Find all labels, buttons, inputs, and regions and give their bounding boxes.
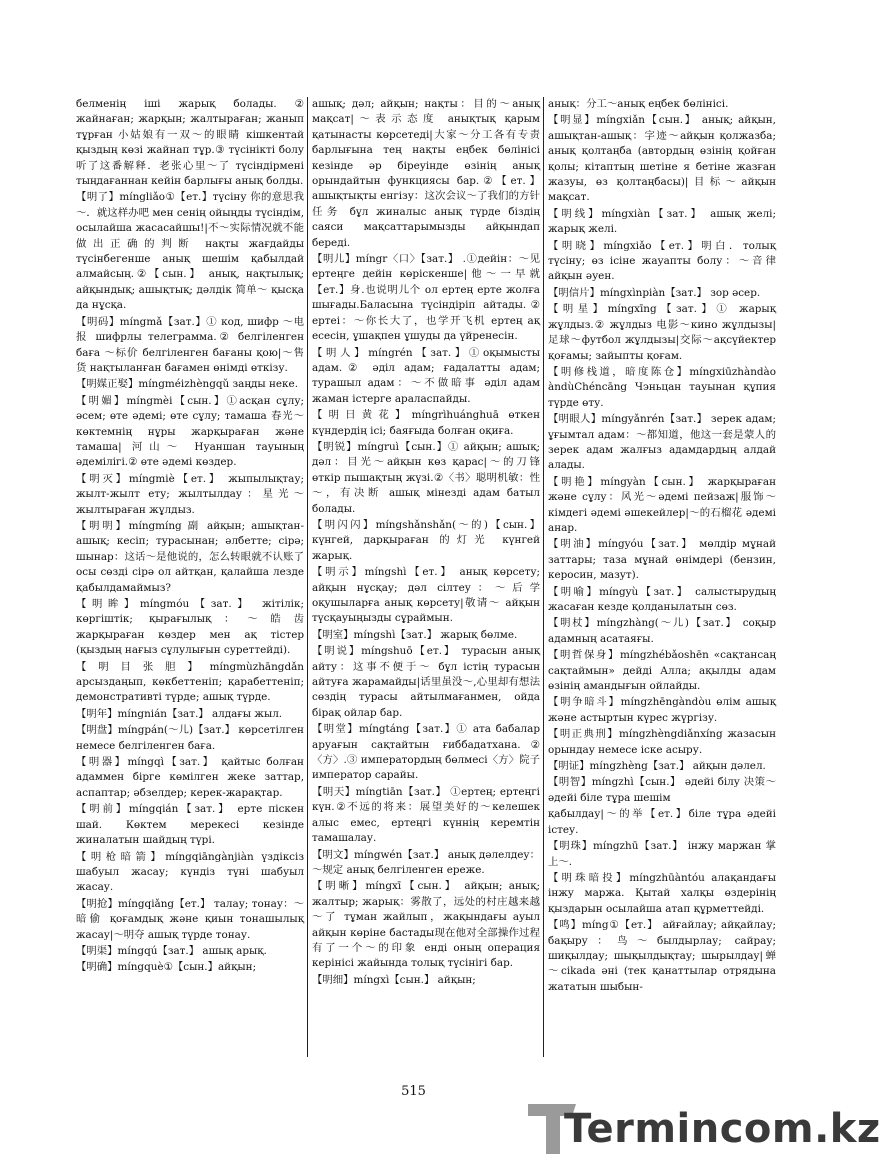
dictionary-entry: 【明智】míngzhì【сын.】 әдейі білу 决策～әдейі біле тұра шешім — [548, 776, 776, 804]
dictionary-entry: 【明说】míngshuō【ет.】 турасын анық айту：这事不便于～ бұл істің турасын айтуға жарамайды|话里虽没～,心里却有想法 сөздің турасы айтылмағанмен, ойда бірақ ойлар бар. — [312, 645, 540, 719]
dictionary-entry: 【明明】míngmíng 副 айқын; ашықтан-ашық; кесіп; турасынан; әлбетте; сірә; шынар：这话～是他说的，怎么转眼就不认账了 осы сөзді сірә ол айтқан, қалайша лезде қабылдамаймыз? — [76, 519, 304, 594]
dictionary-entry: 【明争暗斗】míngzhēngàndòu өлім ашық және астыртын күрес жүргізу. — [548, 696, 776, 724]
dictionary-entry: 【明媚】míngmèi【сын.】①асқан сұлу; әсем; өте әдемі; өте сұлу; тамаша 春光～көктемнің нұры жарқыраған және тамаша| 河山～ Нуаншан тауының әдемілігі.② өте әдемі көздер. — [76, 394, 304, 469]
dictionary-entry: 【明正典刑】míngzhèngdiǎnxíng жазасын орындау немесе іске асыру. — [548, 728, 776, 756]
dictionary-entry: 【明哲保身】míngzhébǎoshēn «сақтансаң сақтаймын» дейді Алла; ақылды адам өзінің амандығын ойлайды. — [548, 649, 776, 693]
dictionary-entry: 【明抢】míngqiǎng【ет.】 талау; тонау：～暗偷 қоғамдық және қиын тонашылық жасау|～明夺 ашық түрде тонау. — [76, 897, 304, 941]
dictionary-entry: 【明杖】míngzhàng(～儿)【зат.】 соқыр адамның асатаяғы. — [548, 617, 776, 645]
column-right — [548, 97, 776, 1057]
dictionary-entry: 【明细】míngxì【сын.】 айқын; — [312, 973, 476, 986]
termincom-logo — [520, 1096, 881, 1160]
logo-wordmark: Termincom.kz — [564, 1106, 881, 1152]
column-middle — [312, 97, 540, 1057]
dictionary-entry: 【明晰】míngxī【сын.】 айқын; анық; жалтыр; жарық：雾散了，远处的村庄越来越～了 тұман жайлып，жақындағы ауыл айқын көріне бастады现在他对全部操作过程有了一个～的印象 енді оның операция керінісі жайында толық түсінігі бар. — [312, 880, 540, 970]
dictionary-entry: 【明艳】míngyàn【сын.】 жарқыраған және сұлу：风光～әдемі пейзаж|服饰～ кімдегі әдемі әшекейлер|～的石榴花 әдемі анар. — [548, 475, 776, 534]
dictionary-entry: 【鸣】míng①【ет.】 айғайлау; айқайлау; бақыру：鸟～былдырлау; сайрау; шиқылдау; шықылдықтау; шырылдау|蝉～cikada әні (тек қанаттылар отрядына жататын шыбын- — [548, 919, 776, 993]
dictionary-entry: 【明星】míngxīng【зат.】① жарық жұлдыз.② жұлдыз 电影～кино жұлдызы|足球～футбол жұлдызы|交际～ақсүйектер қоғамы; зайыпты қоғам. — [548, 303, 776, 362]
dictionary-entry: 【明确】míngquè①【сын.】айқын; — [76, 961, 257, 974]
dictionary-entry: белменің ішi жарық болады. ② жайнаған; жарқын; жалтыраған; жанып тұрған 小姑娘有一双～的眼睛 кішкентай қыздың көзі жайнап тұр.③ түсінікті болу 听了这番解释．老张心里～了 түсіндірмені тыңдағаннан кейін барлығы анық болды. — [76, 98, 304, 188]
dictionary-entry: 【明年】míngnián【зат.】 алдағы жыл. — [76, 707, 283, 720]
dictionary-entry: 【明码】míngmǎ【зат.】① код, шифр ～电报 шифрлы телеграмма.② белгіленген баға ～标价 белгіленген бағаны қою|～售货 нақтыланған бағамен өнімді өткізу. — [76, 315, 304, 374]
dictionary-entry: 【明信片】míngxìnpiàn【зат.】 зор әсер. — [548, 286, 761, 299]
dictionary-entry: 【明眸】míngmóu【зат.】 жітілік; көргіштік; қырағылық：～皓齿 жарқыраған көздер мен ақ тістер (қыздың нағыз сұлулығын суреттейді). — [76, 598, 304, 657]
dictionary-entry: 【明堂】míngtáng【зат.】① ата бабалар аруағын сақтайтын ғиббадатхана.②〈方〉.③ императордың бөлмесі〈方〉院子 император сарайы. — [312, 723, 540, 782]
dictionary-entry: 【明珠】míngzhū【зат.】 інжу маржан 掌上～. — [548, 840, 776, 868]
dictionary-entry: ашық; дәл; айқын; нақты：目的～анық мақсат|～表示态度 анықтық қарым қатынасты көрсетеді|大家～分工各有专责 барлығына тең нақты еңбек бөлінісі кезінде әр біреуінде өзінің анық орындайтын функциясы бар.②【ет.】 ашықтықты енгізу：这次会议～了我们的方针任务 бұл жиналыс анық түрде біздің саяси мақсаттарымызды айқындап береді. — [312, 98, 540, 249]
dictionary-entry: 【明天】míngtiān【зат.】 ①ертең; ертеңгі күн.②不远的将来：展望美好的～келешек алыс емес, ертеңгі күннің керемтін тамашалау. — [312, 785, 540, 845]
dictionary-entry: 【明灭】míngmiè【ет.】 жыпылықтау; жылт-жылт ету; жылтылдау：星光～жылтыраған жұлдыз. — [76, 472, 304, 516]
dictionary-entry: 【明锐】míngruì【сын.】① айқын; ашық; дәл：目光～айқын көз қарас|～的刀锋 өткір пышақтың жүзі.②〈书〉聪明机敏：性～，有决断 ашық мінезді адам батыл болады. — [312, 440, 540, 515]
column-left — [76, 97, 304, 1057]
dictionary-entry: 【明油】míngyóu【зат.】 мөлдір мұнай заттары; таза мұнай өнімдері (бензин, керосин, мазут). — [548, 538, 776, 582]
logo-t-stem — [546, 1104, 560, 1154]
dictionary-entry: 【明渠】míngqú【зат.】 ашық арық. — [76, 944, 267, 957]
dictionary-entry: 【明媒正娶】míngméizhèngqǔ заңды неке. — [76, 378, 299, 391]
dictionary-entry: 【明枪暗箭】míngqiāngànjiàn үздіксіз шабуыл жасау; күндіз түні шабуыл жасау. — [76, 850, 304, 894]
dictionary-entry: 【明前】míngqián【зат.】 ерте піскен шай. Көктем мерекесі кезінде жиналатын шайдың түрі. — [76, 803, 304, 847]
dictionary-entry: 【明喻】míngyù【зат.】 салыстырудың жасаған кезде қолданылатын сөз. — [548, 585, 776, 613]
column-divider-right — [543, 97, 544, 1057]
page-number: 515 — [401, 1084, 426, 1099]
column-divider-left — [307, 97, 308, 1057]
dictionary-entry: 【明人】míngrén【зат.】①оқымысты адам.② әділ адам; ғадалатты адам; турашыл адам：～不做暗事 әділ адам жаман істерге араласпайды. — [312, 346, 540, 405]
dictionary-entry: 【明示】míngshì【ет.】 анық көрсету; айқын нұсқау; дәл сілтеу：～后学 оқушыларға анық көрсету|敬请～ айқын түсқауыңызды сұраймын. — [312, 566, 540, 625]
dictionary-entry: 【明线】míngxiàn【зат.】 ашық желі; жарық желі. — [548, 207, 776, 236]
dictionary-entry: 【明盘】míngpán(～儿)【зат.】 көрсетілген немесе белгіленген баға. — [76, 724, 304, 752]
dictionary-entry: 【明晓】míngxiǎo【ет.】明白．толық түсіну; өз ісіне жауапты болу：～音律 айқын әуен. — [548, 239, 776, 283]
dictionary-entry: 【明珠暗投】míngzhūàntóu алақандағы інжу маржа. Қытай халқы өздерінің қыздарын осылайша атап құрметтейді. — [548, 871, 776, 915]
dictionary-entry: 【明室】míngshì【зат.】 жарық бөлме. — [312, 628, 518, 641]
dictionary-entry: 【明儿】míngr〈口〉【зат.】 .①дейін：～见 ертеңге дейін көріскенше|他～一早就【ет.】身.也说明儿个 ол ертең ерте жолға шығады.Баласына түсіндіріп айтады.② ертеі：～你长大了，也学开飞机 ертең ақ есесін, ұшақпен ұшуды да үйренесін. — [312, 253, 540, 343]
dictionary-entry: 【明显】míngxiǎn【сын.】 анық; айқын, ашықтан-ашық：字迹～айқын қолжазба; анық қолтаңба (автордың өзінің қойған қолы; кітаптың шетіне я бетіне жазған жазуы, өз қолтаңбасы)|目标～айқын мақсат. — [548, 114, 776, 204]
dictionary-entry: 【明日黄花】míngrìhuánghuā өткен күндердің ісі; баяғыда болған оқиға. — [312, 409, 540, 437]
dictionary-entry: 【明闪闪】míngshǎnshǎn(～的)【сын.】күнгей, дарқыраған 的灯光 күнгей жарық. — [312, 518, 540, 562]
dictionary-entry: 【明文】míngwén【зат.】 анық дәлелдеу：～规定 анық белгіленген ереже. — [312, 848, 540, 876]
dictionary-entry: анық：分工～анық еңбек бөлінісі. — [548, 98, 729, 110]
dictionary-entry: 【明眼人】míngyǎnrén【зат.】 зерек адам; ұғымтал адам：～都知道，他这一套是蒙人的 зерек адам жалғыз адамдардың алдай алады. — [548, 413, 776, 472]
dictionary-entry: 【明证】míngzhèng【зат.】 айқын дәлел. — [548, 760, 766, 773]
dictionary-entry: қабылдау|～的举【ет.】біле тұра әдейі істеу. — [548, 808, 776, 836]
dictionary-entry: 【明修栈道，暗度陈仓】míngxiūzhàndào àndùChéncāng Чэньцан тауынан құпия түрде өту. — [548, 365, 776, 409]
dictionary-entry: 【明目张胆】míngmùzhāngdǎn арсыздаңып, көкбеттеніп; қарабеттеніп; демонстративті түрде; ашық түрде. — [76, 660, 304, 704]
dictionary-entry: 【明器】míngqì【зат.】 қайтыс болған адаммен бірге көмілген жеке заттар, аспаптар; әбзелдер; керек-жарақтар. — [76, 756, 304, 799]
dictionary-entry: 【明了】míngliǎo①【ет.】түсіну 你的意思我～．就这样办吧 мен сенің ойыңды түсіндім, осылайша жасасайшы!|不～实际情况就不能做出正确的判断 нақты жағдайды түсінбегенше анық шешім қабылдай алмайсың.②【сын.】 анық, нақтылық; айқындық; ашықтық; дәлдік 简单～ қысқа да нұсқа. — [76, 191, 304, 312]
